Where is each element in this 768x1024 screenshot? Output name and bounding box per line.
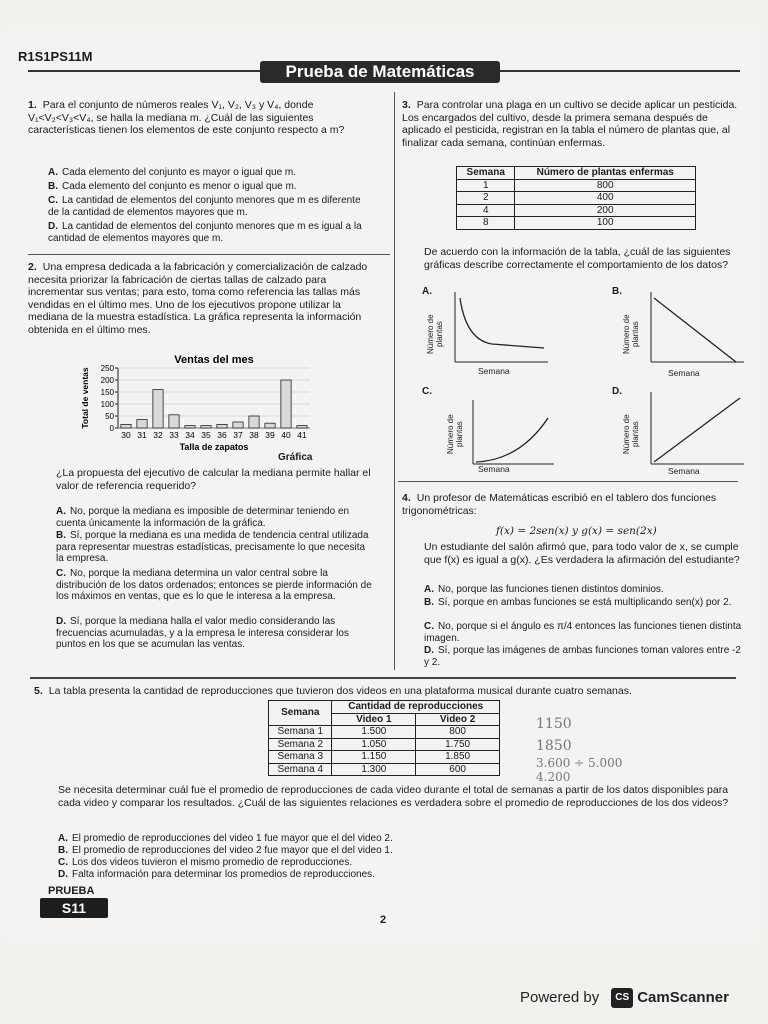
footer-badge: S11 xyxy=(40,898,108,918)
watermark-prefix: Powered by xyxy=(520,988,600,1006)
exam-code: R1S1PS11M xyxy=(18,49,93,64)
table-row: Semana 2 1.050 1.750 xyxy=(269,738,500,751)
table-row: 8 100 xyxy=(457,217,696,230)
plants-table xyxy=(456,166,696,230)
reproductions-header-week: Semana xyxy=(269,701,332,726)
graph-option-a[interactable] xyxy=(422,286,552,380)
question-1 xyxy=(28,99,373,137)
question-4 xyxy=(402,492,742,517)
graph-d-line xyxy=(648,392,744,466)
reproductions-header-video2: Video 2 xyxy=(416,713,500,726)
chart-bar xyxy=(249,416,259,428)
question-2-number: 2. xyxy=(28,261,37,273)
chart-bar xyxy=(233,422,243,428)
chart-x-tick-label: 38 xyxy=(249,430,259,440)
reproductions-header-group: Cantidad de reproducciones xyxy=(332,701,500,714)
camscanner-watermark xyxy=(520,988,729,1008)
handwritten-note: 3.600 ÷ 5.000 xyxy=(536,756,623,770)
camscanner-logo-icon: CS xyxy=(611,988,633,1008)
q4-option-c[interactable]: C. No, porque si el ángulo es π/4 entonces las funciones tienen distinta imagen. xyxy=(424,621,742,644)
chart-x-tick-label: 35 xyxy=(201,430,211,440)
chart-x-tick-label: 30 xyxy=(121,430,131,440)
graph-b-letter: B. xyxy=(612,286,622,297)
graph-d-ylabel: Número de plantas xyxy=(622,414,640,454)
graph-a-xlabel: Semana xyxy=(478,366,510,376)
graph-option-d[interactable] xyxy=(612,386,742,480)
question-4-number: 4. xyxy=(402,492,411,504)
chart-title: Ventas del mes xyxy=(174,354,254,366)
column-divider xyxy=(394,92,395,670)
graph-c-ylabel: Número de plantas xyxy=(446,414,464,454)
chart-bar xyxy=(297,426,307,428)
chart-bar xyxy=(217,424,227,428)
chart-y-tick-label: 50 xyxy=(105,412,114,421)
graph-c-letter: C. xyxy=(422,386,432,397)
table-row: 1 800 xyxy=(457,179,696,192)
graph-b-ylabel: Número de plantas xyxy=(622,314,640,354)
chart-x-tick-label: 41 xyxy=(297,430,307,440)
graph-option-b[interactable] xyxy=(612,286,742,380)
chart-bar xyxy=(185,426,195,428)
q1-option-c[interactable]: C. La cantidad de elementos del conjunto menores que m es diferente de la cantidad de elementos mayores que m. xyxy=(48,195,361,218)
plants-table-header-plants: Número de plantas enfermas xyxy=(515,167,696,180)
graph-c-curve xyxy=(470,400,554,466)
handwritten-note: 1150 xyxy=(536,716,572,732)
chart-x-tick-label: 37 xyxy=(233,430,243,440)
graph-option-c[interactable] xyxy=(422,386,552,480)
chart-y-tick-label: 100 xyxy=(100,400,114,409)
question-5-prompt: Se necesita determinar cuál fue el promedio de reproducciones de cada video durante el total de semanas a partir de los datos disponibles para cada video y comparar los resultados. ¿Cuál de las siguientes relaciones es verdadera sobre el promedio de reproducciones de los dos videos? xyxy=(58,784,729,809)
table-row: 4 200 xyxy=(457,204,696,217)
chart-x-tick-label: 39 xyxy=(265,430,275,440)
q2-option-c[interactable]: C. No, porque la mediana determina un valor central sobre la distribución de los datos ordenados; entonces se pierde información de los máximos en ventas, que es lo que le interesa a la empresa. xyxy=(56,568,372,602)
page-number: 2 xyxy=(380,914,387,926)
separator xyxy=(28,254,390,255)
separator xyxy=(398,481,738,482)
chart-x-label: Talla de zapatos xyxy=(179,442,249,452)
chart-x-tick-label: 36 xyxy=(217,430,227,440)
question-1-stem: Para el conjunto de números reales V₁, V₂, V₃ y V₄, donde V₁<V₂<V₃<V₄, se halla la mediana m. ¿Cuál de las siguientes características tienen los elementos de este conjunto respecto a m? xyxy=(28,99,345,136)
chart-bar xyxy=(265,423,275,428)
handwritten-note: 4.200 xyxy=(536,770,571,784)
q1-option-b[interactable]: B. Cada elemento del conjunto es menor o igual que m. xyxy=(48,181,297,192)
chart-bar xyxy=(281,380,291,428)
q2-option-d[interactable]: D. Sí, porque la mediana halla el valor medio considerando las frecuencias acumuladas, y a la empresa le interesa considerar los puntos en los que se acumulan las ventas. xyxy=(56,616,349,650)
q5-option-c[interactable]: C. Los dos videos tuvieron el mismo promedio de reproducciones. xyxy=(58,857,353,868)
q2-option-b[interactable]: B. Sí, porque la mediana es una medida de tendencia central utilizada para representar muestras estadísticas, precisamente lo que necesita la empresa. xyxy=(56,530,369,564)
q5-option-a[interactable]: A. El promedio de reproducciones del video 1 fue mayor que el del video 2. xyxy=(58,833,393,844)
graph-c-xlabel: Semana xyxy=(478,464,510,474)
graph-d-letter: D. xyxy=(612,386,622,397)
chart-y-label: Total de ventas xyxy=(80,367,90,429)
chart-y-tick-label: 150 xyxy=(100,388,114,397)
graph-b-xlabel: Semana xyxy=(668,368,700,378)
chart-y-tick-label: 200 xyxy=(100,376,114,385)
sales-bar-chart xyxy=(78,352,318,462)
question-4-prompt: Un estudiante del salón afirmó que, para todo valor de x, se cumple que f(x) es igual a g(x). ¿Es verdadera la afirmación del estudiante? xyxy=(424,541,740,566)
question-2-prompt: ¿La propuesta del ejecutivo de calcular la mediana permite hallar el valor de referencia requerido? xyxy=(56,467,371,492)
question-3-number: 3. xyxy=(402,99,411,111)
reproductions-header-video1: Video 1 xyxy=(332,713,416,726)
q4-option-a[interactable]: A. No, porque las funciones tienen distintos dominios. xyxy=(424,584,664,595)
question-5-stem: La tabla presenta la cantidad de reproducciones que tuvieron dos videos en una plataforma musical durante cuatro semanas. xyxy=(48,685,632,697)
question-3-stem: Para controlar una plaga en un cultivo se decide aplicar un pesticida. Los encargados del cultivo, desde la primera semana después de aplicado el pesticida, registran en la tabla el número de plantas que, al finalizar cada semana, continúan enfermas. xyxy=(402,99,738,149)
question-3-prompt: De acuerdo con la información de la tabla, ¿cuál de las siguientes gráficas describe correctamente el comportamiento de los datos? xyxy=(424,246,731,271)
chart-x-tick-label: 32 xyxy=(153,430,163,440)
q4-option-b[interactable]: B. Sí, porque en ambas funciones se está multiplicando sen(x) por 2. xyxy=(424,597,732,608)
table-row: Semana 1 1.500 800 xyxy=(269,726,500,739)
chart-bar xyxy=(153,390,163,428)
question-5 xyxy=(34,685,734,698)
chart-bar xyxy=(169,415,179,428)
handwritten-note: 1850 xyxy=(536,738,572,754)
q5-option-b[interactable]: B. El promedio de reproducciones del video 2 fue mayor que el del video 1. xyxy=(58,845,393,856)
table-row: Semana 3 1.150 1.850 xyxy=(269,751,500,764)
graph-a-ylabel: Número de plantas xyxy=(426,314,444,354)
reproductions-table xyxy=(268,700,500,776)
footer-label: PRUEBA xyxy=(48,885,95,897)
question-5-number: 5. xyxy=(34,685,43,697)
graph-a-curve xyxy=(452,292,548,364)
q1-option-a[interactable]: A. Cada elemento del conjunto es mayor o igual que m. xyxy=(48,167,297,178)
watermark-brand: CamScanner xyxy=(637,988,729,1006)
question-3 xyxy=(402,99,742,149)
q5-option-d[interactable]: D. Falta información para determinar los promedios de reproducciones. xyxy=(58,869,375,880)
chart-x-tick-label: 31 xyxy=(137,430,147,440)
q2-option-a[interactable]: A. No, porque la mediana es imposible de determinar teniendo en cuenta únicamente la información de la gráfica. xyxy=(56,506,350,529)
graph-caption: Gráfica xyxy=(278,452,313,463)
question-2-stem: Una empresa dedicada a la fabricación y comercialización de calzado necesita priorizar la fabricación de ciertas tallas de calzado para incrementar sus ventas; para esto, toma como referencia las tallas más vendidas en el último mes. Uno de los ejecutivos propone utilizar la mediana de la muestra estadística. La gráfica representa la información obtenida en el último mes. xyxy=(28,261,368,336)
chart-bar xyxy=(121,424,131,428)
question-1-number: 1. xyxy=(28,99,37,111)
page-title: Prueba de Matemáticas xyxy=(260,61,500,83)
chart-x-tick-label: 33 xyxy=(169,430,179,440)
separator xyxy=(30,677,736,679)
q1-option-d[interactable]: D. La cantidad de elementos del conjunto menores que m es igual a la cantidad de elementos mayores que m. xyxy=(48,221,362,244)
chart-x-tick-label: 40 xyxy=(281,430,291,440)
graph-d-xlabel: Semana xyxy=(668,466,700,476)
table-row: 2 400 xyxy=(457,192,696,205)
q4-option-d[interactable]: D. Sí, porque las imágenes de ambas funciones toman valores entre -2 y 2. xyxy=(424,645,741,668)
chart-bar xyxy=(137,420,147,428)
plants-table-header-week: Semana xyxy=(457,167,515,180)
chart-y-tick-label: 250 xyxy=(100,364,114,373)
question-2 xyxy=(28,261,373,336)
graph-b-line xyxy=(648,292,744,364)
table-row: Semana 4 1.300 600 xyxy=(269,763,500,776)
trig-formula: f(x) = 2sen(x) y g(x) = sen(2x) xyxy=(496,525,657,537)
chart-x-tick-label: 34 xyxy=(185,430,195,440)
graph-a-letter: A. xyxy=(422,286,432,297)
question-4-stem: Un profesor de Matemáticas escribió en el tablero dos funciones trigonométricas: xyxy=(402,492,717,517)
chart-bar xyxy=(201,426,211,428)
chart-y-tick-label: 0 xyxy=(109,424,114,433)
